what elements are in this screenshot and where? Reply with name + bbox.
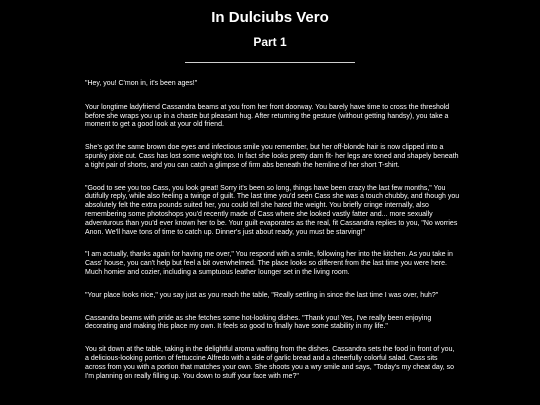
story-paragraph: You sit down at the table, taking in the delightful aroma wafting from the dishes. Cassandra sets the food in front of you, a delicious-looking portion of fettuccine Alfredo with a side of garlic bread and a cheerfully colorful salad. Cass sits across from you with a portion that matches your own. She shoots you a wry smile and says, "Today's my cheat day, so I'm planning on really filling up. You down to stuff your face with me?": [85, 346, 455, 380]
story-paragraph: She's got the same brown doe eyes and infectious smile you remember, but her off-blonde hair is now clipped into a spunky pixie cut. Cass has lost some weight too. In fact she looks pretty darn fit- her legs are toned and shapely beneath a tight pair of shorts, and you can catch a glimpse of firm abs beneath the hemline of her short T-shirt.: [85, 144, 459, 169]
story-paragraph: "Your place looks nice," you say just as you reach the table, "Really settling in since the last time I was over, huh?": [85, 291, 439, 299]
story-title: In Dulciubs Vero: [211, 9, 329, 26]
story-paragraph: Cassandra beams with pride as she fetches some hot-looking dishes. "Thank you! Yes, I've really been enjoying decorating and making this place my own. It feels so good to finally have some stability in my life.": [85, 314, 432, 331]
title-divider: [185, 62, 355, 63]
story-paragraph: "Good to see you too Cass, you look great! Sorry it's been so long, things have been crazy the last few months," You dutifully reply, while also feeling a twinge of guilt. The last time you'd seen Cass she was a touch chubby, and though you absolutely felt the extra pounds suited her, you could tell she hated the weight. You briefly cringe internally, also remembering some photoshops you'd recently made of Cass where she looked vastly fatter and... more sexually adventurous than you'd ever known her to be. Your guilt evaporates as the real, fit Cassandra replies to you, "No worries Anon. We'll have tons of time to catch up. Dinner's just about ready, you must be starving!": [85, 184, 460, 236]
part-heading: Part 1: [253, 35, 287, 49]
story-body: [85, 80, 460, 395]
story-paragraph: Your longtime ladyfriend Cassandra beams at you from her front doorway. You barely have time to cross the threshold before she wraps you up in a chaste but pleasant hug. After returning the gesture (without getting handsy), you take a moment to get a good look at your old friend.: [85, 103, 450, 129]
story-paragraph: "Hey, you! C'mon in, it's been ages!": [85, 80, 198, 87]
story-paragraph: "I am actually, thanks again for having me over," You respond with a smile, following her into the kitchen. As you take in Cass' house, you can't help but feel a bit overwhelmed. The place looks so different from the last time you were here. Much homier and cozier, including a sumptuous leather lounger set in the living room.: [85, 251, 453, 276]
